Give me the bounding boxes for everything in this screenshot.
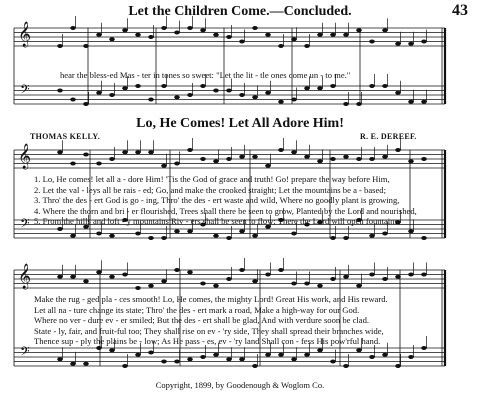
note-head [421, 236, 427, 240]
note-head [148, 284, 154, 288]
note-head [304, 155, 310, 159]
note-head [57, 357, 63, 361]
note-head [369, 157, 375, 161]
verse-line: Thence sup - ply the plains be - low; As He pass - es, ev - 'ry land Shall con - fess His pow'rful hand. [34, 336, 381, 347]
note-head [330, 360, 336, 364]
verse-line: Let all na - ture change its state; Thro' the des - ert mark a road, Make a high-way for our God. [34, 304, 360, 315]
note-head [382, 353, 388, 357]
note-head [83, 279, 89, 283]
note-head [187, 357, 193, 361]
note-head [330, 33, 336, 37]
note-head [174, 95, 180, 99]
note-head [187, 26, 193, 30]
note-head [330, 277, 336, 281]
note-head [213, 159, 219, 163]
note-head [317, 284, 323, 288]
note-head [122, 273, 128, 277]
note-head [369, 84, 375, 88]
note-head [161, 236, 167, 240]
note-head [304, 44, 310, 48]
note-head [213, 89, 219, 93]
note-head [265, 273, 271, 277]
note-head [252, 95, 258, 99]
treble-clef-icon: 𝄞 [18, 144, 32, 169]
note-head [421, 100, 427, 104]
note-head [239, 93, 245, 97]
note-head [122, 86, 128, 90]
note-head [239, 357, 245, 361]
note-head [317, 348, 323, 352]
note-head [122, 364, 128, 368]
note-head [408, 273, 414, 277]
note-head [135, 150, 141, 154]
note-head [226, 236, 232, 240]
note-head [187, 148, 193, 152]
note-head [395, 91, 401, 95]
bass-clef-icon: 𝄢 [20, 216, 30, 234]
note-head [382, 28, 388, 32]
note-head [330, 236, 336, 240]
note-head [200, 28, 206, 32]
hymn-title: Lo, He Comes! Let All Adore Him! [136, 116, 344, 131]
hymn-author: THOMAS KELLY. [30, 132, 100, 141]
note-head [356, 28, 362, 32]
note-head [109, 348, 115, 352]
note-head [83, 362, 89, 366]
note-head [317, 159, 323, 163]
note-head [161, 360, 167, 364]
note-head [239, 268, 245, 272]
note-head [395, 42, 401, 46]
note-head [148, 98, 154, 102]
note-head [356, 284, 362, 288]
note-head [252, 26, 258, 30]
note-head [57, 150, 63, 154]
note-head [252, 234, 258, 238]
note-head [109, 157, 115, 161]
note-head [408, 100, 414, 104]
note-head [96, 270, 102, 274]
note-head [70, 98, 76, 102]
verse-line: 1. Lo, He comes! let all a - dore Him! 'Tis the God of grace and truth! Go! prepare the way before Him, [34, 174, 390, 184]
note-head [213, 353, 219, 357]
note-head [330, 157, 336, 161]
bass-clef-icon: 𝄢 [20, 344, 30, 362]
note-head [174, 229, 180, 233]
note-head [369, 355, 375, 359]
note-head [291, 150, 297, 154]
note-head [57, 275, 63, 279]
note-head [96, 162, 102, 166]
note-head [369, 234, 375, 238]
note-head [187, 93, 193, 97]
note-head [226, 89, 232, 93]
note-head [135, 353, 141, 357]
note-head [135, 286, 141, 290]
note-head [343, 364, 349, 368]
note-head [265, 353, 271, 357]
note-head [239, 155, 245, 159]
verse-line: Where no ver - dure ev - er smiled; But the des - ert shall be glad, And with verdure soon be clad. [34, 315, 370, 326]
note-head [109, 37, 115, 41]
note-head [278, 268, 284, 272]
verse-line: 5. From the hills and loft - y mountains Riv - ers shall be seen to flow; There the Lord will open fountains, [34, 216, 400, 227]
note-head [343, 33, 349, 37]
note-head [122, 28, 128, 32]
note-head [57, 227, 63, 231]
verse-line: 3. Thro' the des - ert God is go - ing, Thro' the des - ert waste and wild, Where no goodly plant is growing, [34, 195, 400, 206]
note-head [83, 153, 89, 157]
note-head [148, 150, 154, 154]
note-head [252, 155, 258, 159]
note-head [226, 157, 232, 161]
note-head [265, 91, 271, 95]
note-head [252, 279, 258, 283]
note-head [174, 31, 180, 35]
note-head [161, 279, 167, 283]
note-head [356, 157, 362, 161]
note-head [343, 236, 349, 240]
note-head [70, 234, 76, 238]
note-head [304, 282, 310, 286]
note-head [70, 26, 76, 30]
note-head [421, 273, 427, 277]
note-head [356, 348, 362, 352]
note-head [135, 33, 141, 37]
note-head [226, 357, 232, 361]
note-head [200, 282, 206, 286]
note-head [278, 44, 284, 48]
note-head [382, 232, 388, 236]
note-head [109, 275, 115, 279]
note-head [96, 33, 102, 37]
note-head [317, 33, 323, 37]
note-head [226, 35, 232, 39]
note-head [252, 364, 258, 368]
note-head [291, 232, 297, 236]
note-head [343, 275, 349, 279]
note-head [213, 234, 219, 238]
note-head [148, 35, 154, 39]
note-head [304, 353, 310, 357]
copyright-notice: Copyright, 1899, by Goodenough & Woglom Co. [155, 380, 325, 390]
note-head [174, 268, 180, 272]
note-head [70, 275, 76, 279]
note-head [161, 84, 167, 88]
bass-clef-icon: 𝄢 [20, 82, 30, 100]
note-head [96, 232, 102, 236]
note-head [343, 155, 349, 159]
note-head [70, 362, 76, 366]
verse-line: State - ly, fair, and fruit-ful too; They shall rise on ev - 'ry side, They shall spread their branches wide, [34, 325, 384, 336]
note-head [161, 164, 167, 168]
note-head [187, 270, 193, 274]
note-head [395, 148, 401, 152]
note-head [200, 84, 206, 88]
note-head [408, 355, 414, 359]
note-head [278, 148, 284, 152]
note-head [278, 100, 284, 104]
note-head [408, 159, 414, 163]
note-head [343, 102, 349, 106]
note-head [291, 357, 297, 361]
note-head [369, 273, 375, 277]
page-number: 43 [452, 2, 468, 19]
top-hymn-lyric: hear the bless-ed Mas - ter in tones so sweet: "Let the lit - tle ones come un - to me." [60, 70, 351, 80]
treble-clef-icon: 𝄞 [18, 22, 32, 47]
note-head [239, 40, 245, 44]
note-head [135, 232, 141, 236]
note-head [278, 353, 284, 357]
treble-clef-icon: 𝄞 [18, 264, 32, 289]
note-head [70, 162, 76, 166]
note-head [421, 157, 427, 161]
note-head [265, 164, 271, 168]
note-head [135, 84, 141, 88]
note-head [109, 234, 115, 238]
note-head [174, 162, 180, 166]
note-head [382, 155, 388, 159]
note-head [265, 33, 271, 37]
note-head [382, 84, 388, 88]
note-head [408, 229, 414, 233]
note-head [239, 229, 245, 233]
note-head [408, 42, 414, 46]
note-head [200, 355, 206, 359]
note-head [330, 84, 336, 88]
hymn-composer: R. E. DEREEF. [360, 132, 417, 141]
note-head [304, 86, 310, 90]
note-head [148, 236, 154, 240]
note-head [213, 284, 219, 288]
verse-line: 2. Let the val - leys all be rais - ed; Go, and make the crooked straight; Let the mountains be a - based; [34, 184, 386, 195]
verse-line: 4. Where the thorn and bri - er flourished, Trees shall there be seen to grow, Planted by the Lord and nourished, [34, 205, 417, 216]
note-head [57, 89, 63, 93]
note-head [382, 277, 388, 281]
note-head [317, 86, 323, 90]
note-head [96, 91, 102, 95]
note-head [369, 40, 375, 44]
note-head [291, 282, 297, 286]
note-head [226, 277, 232, 281]
header-title: Let the Children Come.—Concluded. [128, 4, 352, 19]
note-head [421, 40, 427, 44]
verse-line: Make the rug - ged pla - ces smooth! Lo, He comes, the mighty Lord! Great His work, and His reward. [34, 294, 388, 304]
staff-system-top [14, 16, 445, 106]
note-head [356, 102, 362, 106]
note-head [161, 26, 167, 30]
note-head [122, 150, 128, 154]
note-head [57, 44, 63, 48]
note-head [148, 351, 154, 355]
note-head [200, 157, 206, 161]
note-head [109, 93, 115, 97]
note-head [187, 229, 193, 233]
note-head [213, 33, 219, 37]
note-head [174, 360, 180, 364]
